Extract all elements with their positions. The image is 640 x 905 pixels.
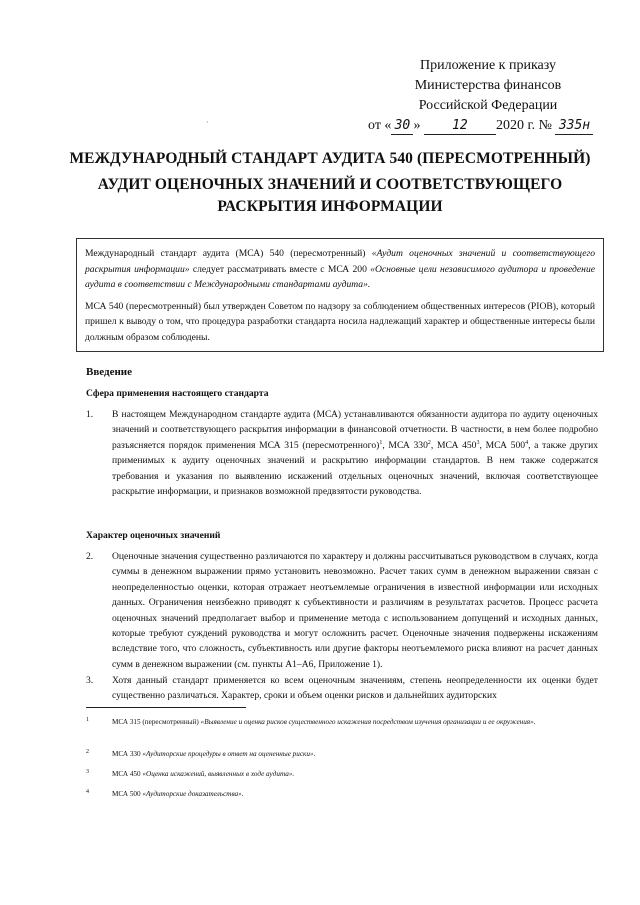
- footnote-ref: 4: [525, 439, 529, 446]
- order-date-line: [368, 116, 608, 136]
- footnote-title: «Аудиторские доказательства».: [142, 790, 244, 798]
- paragraph-2: [86, 549, 598, 672]
- paragraph-number: 1.: [86, 409, 94, 420]
- notice-text: следует рассматривать вместе с МСА 200: [189, 263, 371, 275]
- subsection-heading-nature: Характер оценочных значений: [86, 530, 221, 541]
- title-line-1: МЕЖДУНАРОДНЫЙ СТАНДАРТ АУДИТА 540 (ПЕРЕСМОТРЕННЫЙ): [69, 150, 591, 167]
- date-prefix: от «: [368, 118, 392, 133]
- footnote-2: [86, 749, 598, 760]
- header-line-3: Российской Федерации: [418, 98, 558, 113]
- order-month: 12: [424, 118, 496, 135]
- footnote-text: [112, 749, 598, 760]
- title-line-2: АУДИТ ОЦЕНОЧНЫХ ЗНАЧЕНИЙ И СООТВЕТСТВУЮЩЕГО: [97, 176, 563, 193]
- text-run: МСА 450: [112, 770, 143, 778]
- text-run: В настоящем Международном стандарте аудита (МСА) устанавливаются обязанности аудитора по аудиту оценочных значений и соответствующего раскрытия информации в финансовой отчетности. В частности, в нем более подробно разъясняется порядок применения МСА 315 (пересмотренного): [112, 409, 598, 451]
- order-header: [368, 56, 608, 136]
- subsection-heading-scope: Сфера применения настоящего стандарта: [86, 388, 269, 399]
- date-mid: »: [413, 118, 421, 133]
- title-line-3: РАСКРЫТИЯ ИНФОРМАЦИИ: [217, 198, 443, 215]
- section-heading-intro: Введение: [86, 366, 133, 378]
- paragraph-text: Оценочные значения существенно различаются по характеру и должны рассчитываться руководством в случаях, когда суммы в денежном выражении прямо установить невозможно. Расчет таких сумм в денежном выражении связан с неопределенностью оценки, которая отражает неотъемлемые ограничения в известной информации или исходных данных. Ограничения неизбежно приводят к субъективности и различиям в результатах расчетов. Процесс расчета оценочных значений предполагает выбор и применение метода с использованием допущений и исходных данных, которые требуют суждений руководства и могут осложнить расчет. Оценочные значения подвержены искажениям вследствие того, что сложность, субъективность или другие факторы неотъемлемого риска влияют на расчет данных сумм в денежном выражении (см. пункты А1–А6, Приложение 1).: [112, 551, 598, 670]
- text-run: , МСА 450: [430, 439, 477, 451]
- text-run: , МСА 500: [479, 439, 526, 451]
- footnote-divider: [86, 707, 246, 708]
- footnote-ref: 1: [379, 439, 383, 446]
- footnote-title: «Оценка искажений, выявленных в ходе аудита».: [142, 770, 295, 778]
- notice-paragraph-1: [85, 246, 595, 293]
- document-title: [60, 148, 600, 218]
- order-number: 335н: [555, 118, 593, 135]
- order-day: 30: [391, 118, 413, 135]
- footnote-number: 4: [86, 789, 89, 795]
- footnote-4: [86, 789, 598, 800]
- paragraph-3: [86, 673, 598, 704]
- footnote-1: [86, 717, 598, 728]
- paragraph-number: 2.: [86, 551, 94, 562]
- footnote-number: 2: [86, 749, 89, 755]
- footnote-text: [112, 717, 598, 728]
- text-run: МСА 500: [112, 790, 143, 798]
- footnote-3: [86, 769, 598, 780]
- footnote-number: 1: [86, 717, 89, 723]
- header-line-2: Министерства финансов: [414, 78, 562, 93]
- paragraph-text: Хотя данный стандарт применяется ко всем оценочным значениям, степень неопределенности их оценки будет существенно различаться. Характер, сроки и объем оценки рисков и дальнейших аудиторских: [112, 675, 598, 702]
- paragraph-1: [86, 407, 598, 499]
- text-run: МСА 315 (пересмотренный): [112, 718, 201, 726]
- footnote-ref: 2: [427, 439, 431, 446]
- footnote-number: 3: [86, 769, 89, 775]
- footnote-title: «Выявление и оценка рисков существенного искажения посредством изучения организации и ее окружения».: [200, 718, 536, 726]
- header-line-1: Приложение к приказу: [420, 58, 556, 73]
- footnote-text: [112, 769, 598, 780]
- notice-text: Международный стандарт аудита (МСА) 540 (пересмотренный): [85, 248, 372, 259]
- notice-title-ref: «Основные цели независимого аудитора и проведение аудита в соответствии с Международными стандартами аудита».: [85, 263, 596, 290]
- intro-notice-box: [76, 238, 604, 352]
- footnote-title: «Аудиторские процедуры в ответ на оцененные риски».: [142, 750, 316, 758]
- paragraph-text: [112, 407, 598, 499]
- paragraph-number: 3.: [86, 675, 94, 686]
- text-run: , МСА 330: [382, 439, 428, 451]
- footnote-text: [112, 789, 598, 800]
- year-label: 2020 г. №: [495, 118, 552, 133]
- notice-paragraph-2: МСА 540 (пересмотренный) был утвержден Советом по надзору за соблюдением общественных интересов (PIOB), который пришел к выводу о том, что процедура разработки стандарта носила надлежащий характер и общественные интересы были должным образом соблюдены.: [85, 300, 595, 343]
- footnote-ref: 3: [476, 439, 480, 446]
- notice-title-ref: «Аудит оценочных значений и соответствующего раскрытия информации»: [85, 248, 595, 275]
- text-run: , а также других применимых к аудиту оценочных значений и раскрытию информации стандартов. В нем также содержатся требования и указания по выявлению искажений отдельных оценочных значений, включая соответствующее раскрытие информации, и признаков возможной предвзятости руководства.: [112, 439, 599, 498]
- scan-mark: ·: [206, 118, 209, 127]
- text-run: МСА 330: [112, 750, 143, 758]
